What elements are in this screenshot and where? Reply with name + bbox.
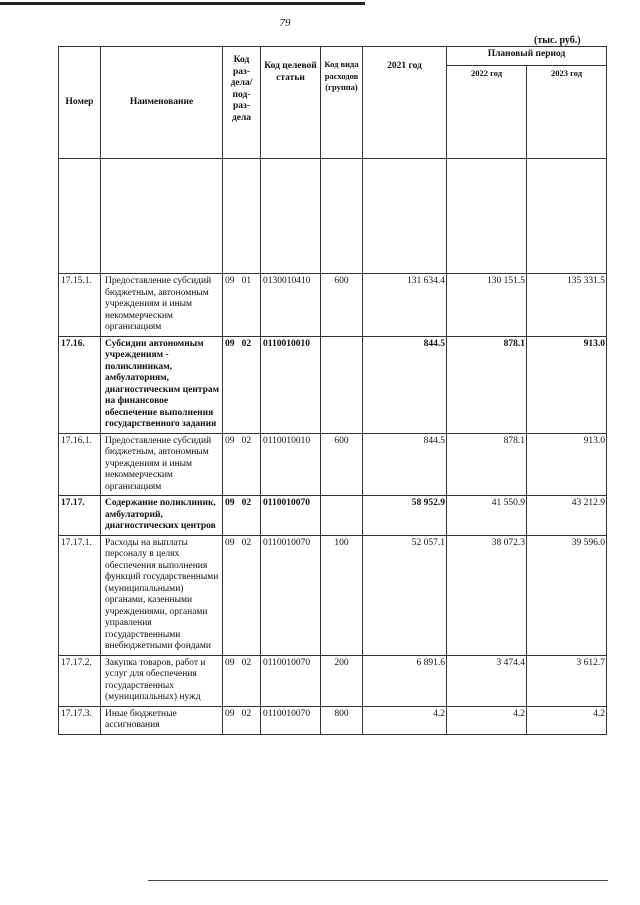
header-number: Номер <box>59 47 101 159</box>
row-cel: 0110010010 <box>261 433 321 496</box>
row-name: Расходы на выплаты персоналу в целях обеспечения выполнения функций государственными (муниципальными) органами, казенными учреждениями, органами управления государственными внебюджетными фондами <box>101 535 223 655</box>
row-razdel: 09 02 <box>223 535 261 655</box>
row-name: Предоставление субсидий бюджетным, автономным учреждениям и иным некоммерческим организациям <box>101 433 223 496</box>
row-razdel: 09 02 <box>223 496 261 536</box>
page-number: 79 <box>279 17 291 29</box>
row-vid: 600 <box>321 433 363 496</box>
bottom-rule <box>148 880 608 881</box>
row-vid: 100 <box>321 535 363 655</box>
header-plan: Плановый период <box>447 47 607 66</box>
row-vid <box>321 336 363 433</box>
row-2023: 43 212.9 <box>527 496 607 536</box>
row-cel: 0110010010 <box>261 336 321 433</box>
row-2022: 3 474.4 <box>447 655 527 706</box>
row-razdel: 09 01 <box>223 274 261 337</box>
blank-row <box>59 159 607 274</box>
row-number: 17.17.1. <box>59 535 101 655</box>
table-row <box>59 535 607 655</box>
row-cel: 0110010070 <box>261 706 321 734</box>
row-2023: 913.0 <box>527 433 607 496</box>
row-number: 17.16.1. <box>59 433 101 496</box>
row-razdel: 09 02 <box>223 336 261 433</box>
header-row <box>59 47 607 66</box>
row-2021: 6 891.6 <box>363 655 447 706</box>
row-2022: 878.1 <box>447 336 527 433</box>
row-2023: 3 612.7 <box>527 655 607 706</box>
table-row <box>59 274 607 337</box>
header-2022: 2022 год <box>447 66 527 159</box>
row-name: Иные бюджетные ассигнования <box>101 706 223 734</box>
row-cel: 0110010070 <box>261 535 321 655</box>
row-2022: 4.2 <box>447 706 527 734</box>
row-name: Содержание поликлиник, амбулаторий, диагностических центров <box>101 496 223 536</box>
row-cel: 0130010410 <box>261 274 321 337</box>
row-2023: 4.2 <box>527 706 607 734</box>
row-number: 17.15.1. <box>59 274 101 337</box>
row-vid: 600 <box>321 274 363 337</box>
row-number: 17.17.2. <box>59 655 101 706</box>
row-2021: 844.5 <box>363 336 447 433</box>
table-row <box>59 706 607 734</box>
table-row <box>59 496 607 536</box>
units-label: (тыс. руб.) <box>534 35 581 46</box>
header-name: Наименование <box>101 47 223 159</box>
row-razdel: 09 02 <box>223 433 261 496</box>
row-vid <box>321 496 363 536</box>
header-cel: Код целевой статьи <box>261 47 321 159</box>
top-rule <box>0 2 365 5</box>
budget-table <box>58 46 607 735</box>
row-2022: 41 550.9 <box>447 496 527 536</box>
row-2022: 38 072.3 <box>447 535 527 655</box>
table-row <box>59 655 607 706</box>
row-cel: 0110010070 <box>261 496 321 536</box>
table-row <box>59 336 607 433</box>
row-number: 17.16. <box>59 336 101 433</box>
row-vid: 800 <box>321 706 363 734</box>
row-number: 17.17.3. <box>59 706 101 734</box>
row-2023: 913.0 <box>527 336 607 433</box>
row-2023: 39 596.0 <box>527 535 607 655</box>
row-vid: 200 <box>321 655 363 706</box>
header-razdel: Код раз- дела/ под- раз- дела <box>223 47 261 159</box>
row-name: Предоставление субсидий бюджетным, автономным учреждениям и иным некоммерческим организациям <box>101 274 223 337</box>
header-vid: Код вида расходов (группа) <box>321 47 363 159</box>
row-razdel: 09 02 <box>223 706 261 734</box>
header-2023: 2023 год <box>527 66 607 159</box>
row-2022: 130 151.5 <box>447 274 527 337</box>
row-2021: 4.2 <box>363 706 447 734</box>
table-row <box>59 433 607 496</box>
row-2021: 844.5 <box>363 433 447 496</box>
header-2021: 2021 год <box>363 47 447 159</box>
row-name: Субсидии автономным учреждениям - поликлиникам, амбулаториям, диагностическим центрам на финансовое обеспечение выполнения государственного задания <box>101 336 223 433</box>
row-cel: 0110010070 <box>261 655 321 706</box>
row-2021: 52 057.1 <box>363 535 447 655</box>
row-number: 17.17. <box>59 496 101 536</box>
row-2023: 135 331.5 <box>527 274 607 337</box>
row-2021: 131 634.4 <box>363 274 447 337</box>
row-2021: 58 952.9 <box>363 496 447 536</box>
row-name: Закупка товаров, работ и услуг для обеспечения государственных (муниципальных) нужд <box>101 655 223 706</box>
row-razdel: 09 02 <box>223 655 261 706</box>
row-2022: 878.1 <box>447 433 527 496</box>
